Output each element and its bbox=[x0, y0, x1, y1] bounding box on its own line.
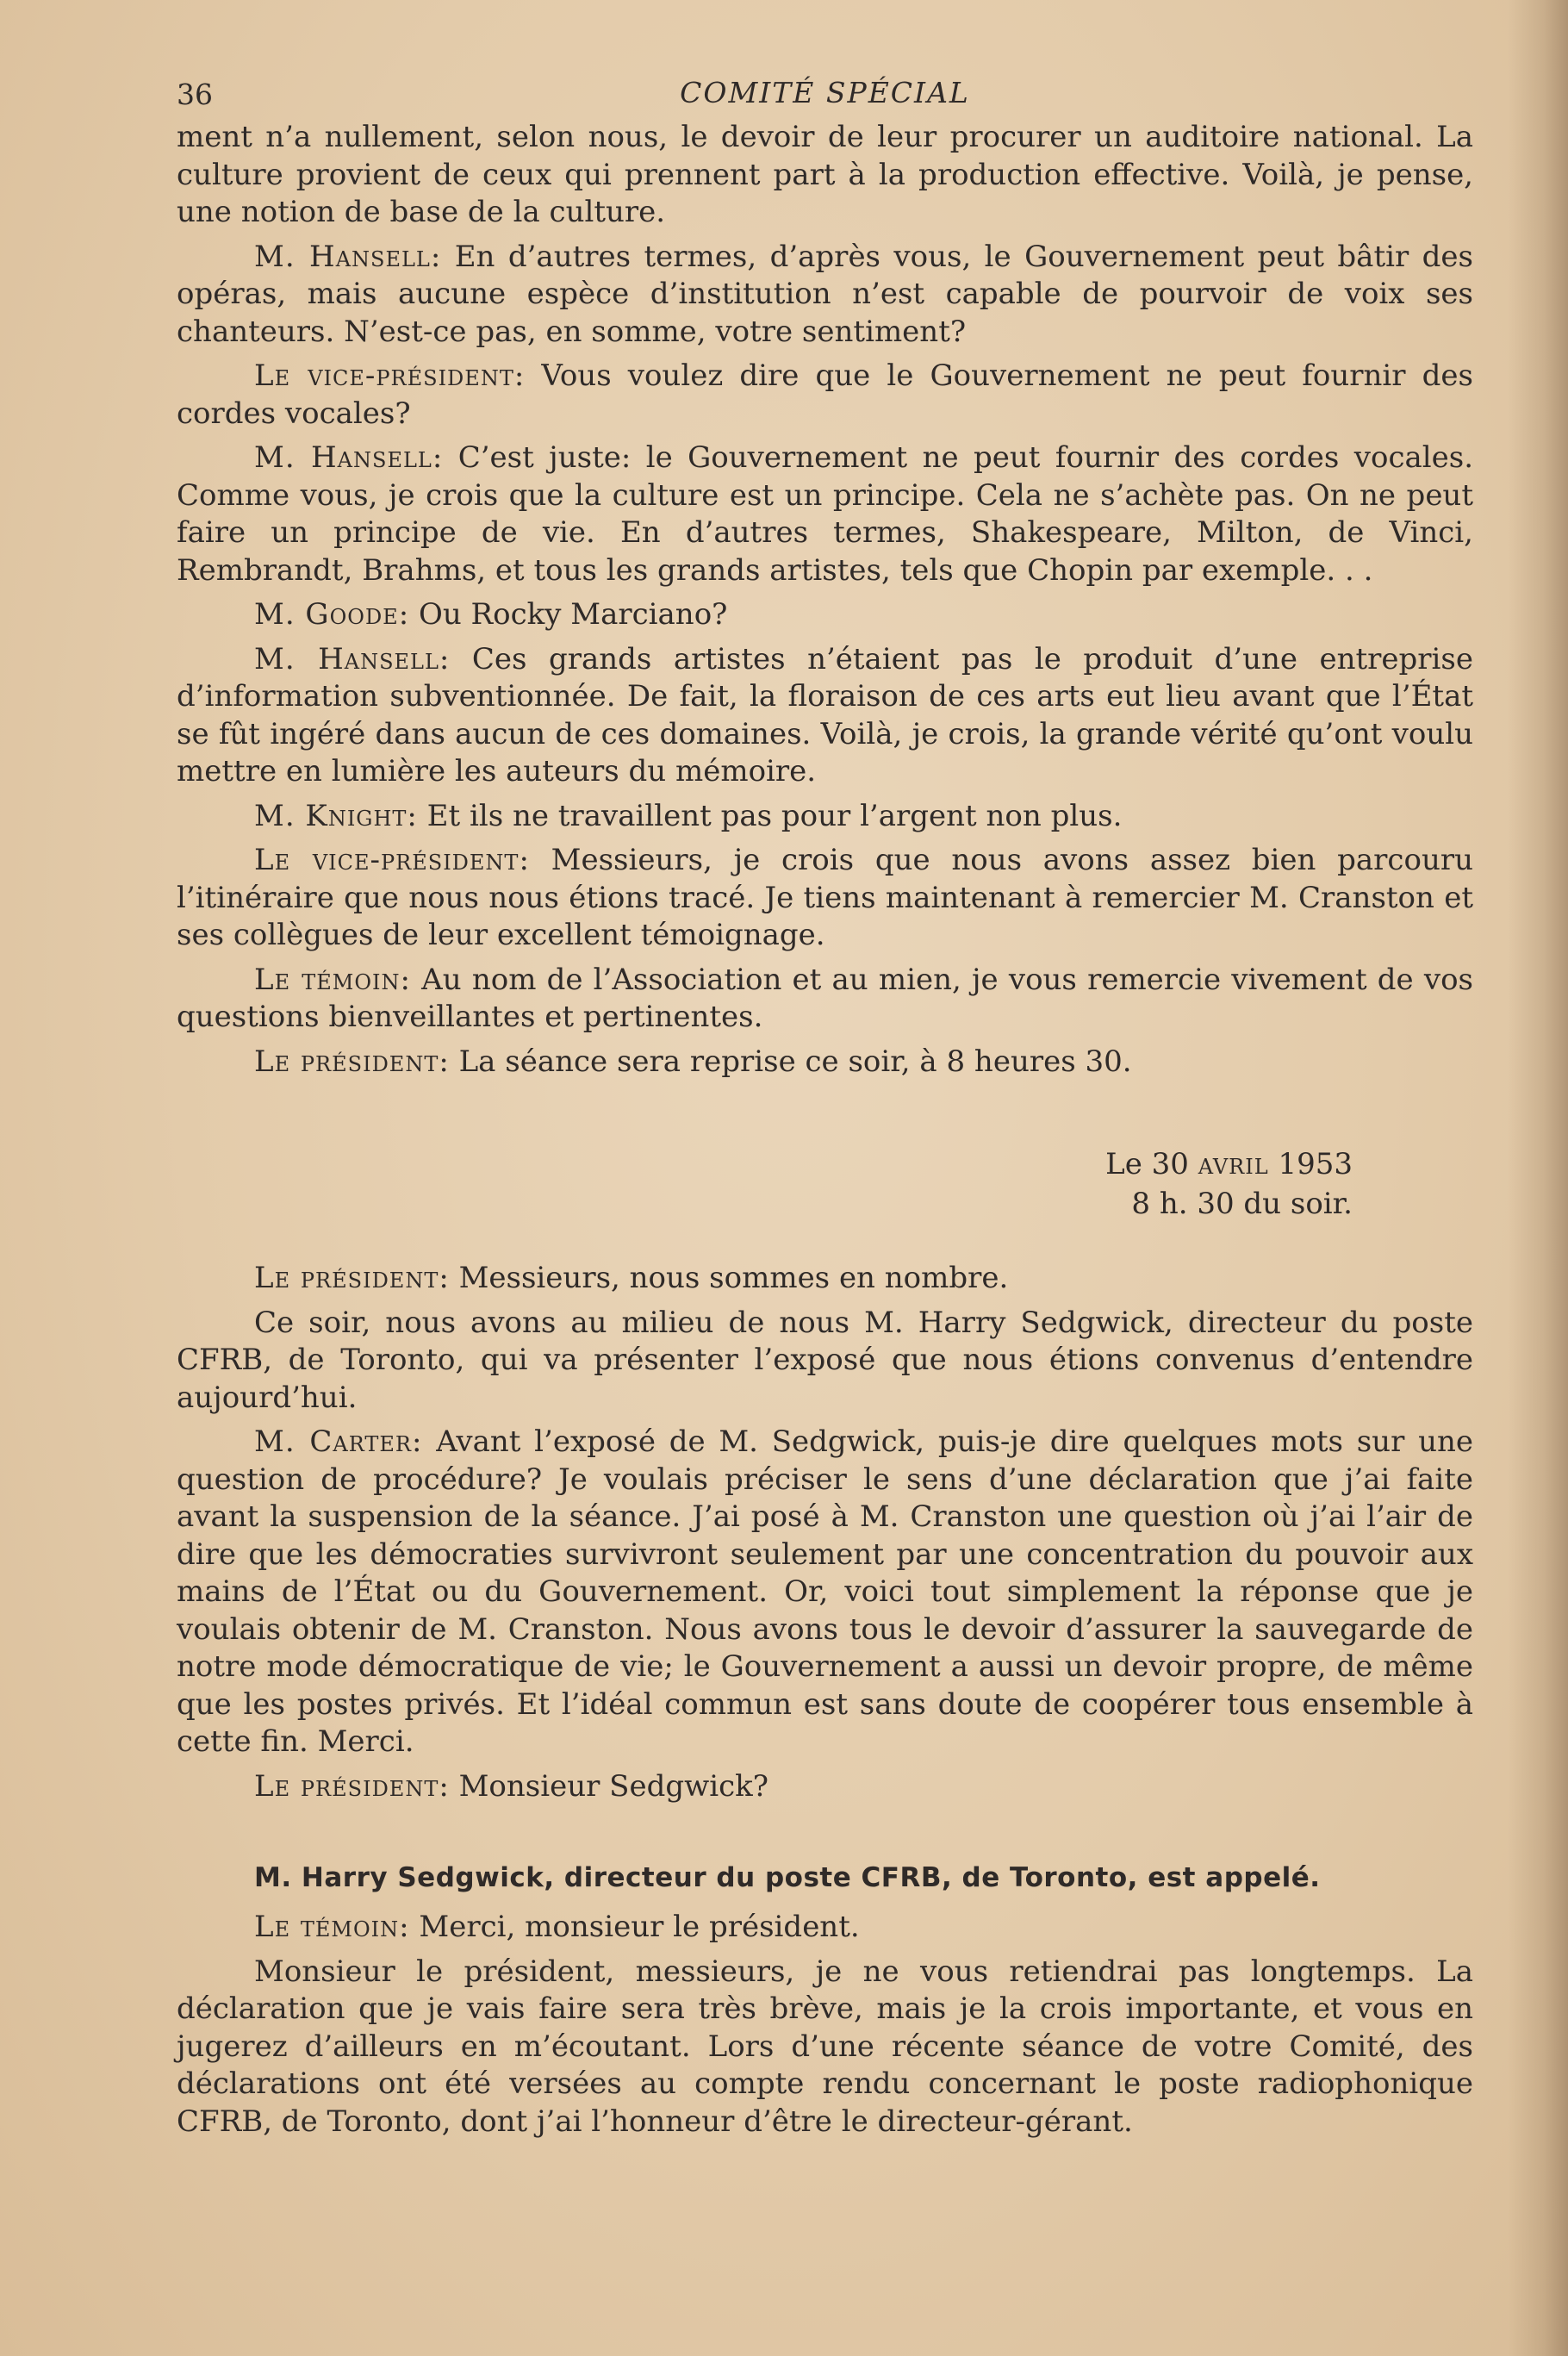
speaker-name: M. Carter: bbox=[254, 1424, 423, 1459]
paragraph-text: Et ils ne travaillent pas pour l’argent non plus. bbox=[417, 798, 1123, 833]
speaker-name: Le vice-président: bbox=[254, 358, 526, 393]
paragraph bbox=[177, 1424, 1473, 1761]
paragraph bbox=[177, 641, 1473, 791]
speaker-name: Le vice-président: bbox=[254, 843, 530, 877]
date-year: 1953 bbox=[1268, 1147, 1353, 1181]
paragraph bbox=[177, 1768, 1473, 1806]
speaker-name: Le président: bbox=[254, 1768, 450, 1804]
document-page bbox=[177, 67, 1473, 2147]
speaker-name: M. Hansell: bbox=[254, 440, 444, 475]
speaker-name: Le président: bbox=[254, 1261, 450, 1295]
paragraph-text: Merci, monsieur le président. bbox=[409, 1910, 860, 1944]
paragraph bbox=[177, 1954, 1473, 2141]
paragraph-text: Vous voulez dire que le Gouvernement ne peut fournir des cordes vocales? bbox=[177, 358, 1473, 431]
page-edge-shadow bbox=[1508, 0, 1568, 2356]
running-header bbox=[177, 67, 1473, 119]
running-title: COMITÉ SPÉCIAL bbox=[680, 76, 970, 109]
speaker-name: M. Hansell: bbox=[254, 239, 442, 274]
paragraph bbox=[177, 1305, 1473, 1418]
session-date-line bbox=[177, 1144, 1353, 1184]
paragraph-text: Ce soir, nous avons au milieu de nous M. Harry Sedgwick, directeur du poste CFRB, de Toronto, qui va présenter l’exposé que nous étions convenus d’entendre aujourd’hui. bbox=[177, 1305, 1473, 1415]
paragraph bbox=[177, 842, 1473, 955]
paragraph-text: Avant l’exposé de M. Sedgwick, puis-je dire quelques mots sur une question de procédure? Je voulais préciser le sens d’une déclaration que j’ai faite avant la suspension de la séance. J’ai posé à M. Cranston une question où j’ai l’air de dire que les démocraties survivront seulement par une concentration du pouvoir aux mains de l’État ou du Gouvernement. Or, voici tout simplement la réponse que je voulais obtenir de M. Cranston. Nous avons tous le devoir d’assurer la sauvegarde de notre mode démocratique de vie; le Gouvernement a aussi un devoir propre, de même que les postes privés. Et l’idéal commun est sans doute de coopérer tous ensemble à cette fin. Merci. bbox=[177, 1424, 1473, 1759]
witness-heading: M. Harry Sedgwick, directeur du poste CFRB, de Toronto, est appelé. bbox=[254, 1862, 1321, 1893]
paragraph-text: Monsieur le président, messieurs, je ne vous retiendrai pas longtemps. La déclaration que je vais faire sera très brève, mais je la crois importante, et vous en jugerez d’ailleurs en m’écoutant. Lors d’une récente séance de votre Comité, des déclarations ont été versées au compte rendu concernant le poste radiophonique CFRB, de Toronto, dont j’ai l’honneur d’être le directeur-gérant. bbox=[177, 1954, 1473, 2139]
paragraph-text: Ou Rocky Marciano? bbox=[409, 597, 728, 632]
paragraph bbox=[177, 798, 1473, 836]
speaker-name: M. Hansell: bbox=[254, 641, 451, 676]
speaker-name: Le président: bbox=[254, 1044, 450, 1079]
paragraph-text: En d’autres termes, d’après vous, le Gouvernement peut bâtir des opéras, mais aucune espèce d’institution n’est capable de pourvoir de voix ses chanteurs. N’est-ce pas, en somme, votre sentiment? bbox=[177, 239, 1473, 349]
paragraph-text: Messieurs, nous sommes en nombre. bbox=[449, 1261, 1009, 1295]
paragraph-text: C’est juste: le Gouvernement ne peut fournir des cordes vocales. Comme vous, je crois que la culture est un principe. Cela ne s’achète pas. On ne peut faire un principe de vie. En d’autres termes, Shakespeare, Milton, de Vinci, Rembrandt, Brahms, et tous les grands artistes, tels que Chopin par exemple. . . bbox=[177, 440, 1474, 588]
session-time-line: 8 h. 30 du soir. bbox=[1131, 1187, 1353, 1221]
paragraph bbox=[177, 1260, 1473, 1298]
paragraph-text: La séance sera reprise ce soir, à 8 heures 30. bbox=[449, 1044, 1132, 1079]
paragraph-text: Messieurs, je crois que nous avons assez bien parcouru l’itinéraire que nous nous étions tracé. Je tiens maintenant à remercier M. Cranston et ses collègues de leur excellent témoignage. bbox=[177, 843, 1473, 952]
speaker-name: M. Goode: bbox=[254, 597, 410, 632]
paragraph-text: ment n’a nullement, selon nous, le devoir de leur procurer un auditoire national. La culture provient de ceux qui prennent part à la production effective. Voilà, je pense, une notion de base de la culture. bbox=[177, 120, 1473, 229]
paragraph bbox=[177, 119, 1473, 232]
date-prefix: Le 30 bbox=[1105, 1147, 1198, 1181]
speaker-name: M. Knight: bbox=[254, 798, 418, 833]
speaker-name: Le témoin: bbox=[254, 1910, 410, 1944]
paragraph bbox=[177, 439, 1473, 589]
paragraph-text: Ces grands artistes n’étaient pas le produit d’une entreprise d’information subventionnée. De fait, la floraison de ces arts eut lieu avant que l’État se fût ingéré dans aucun de ces domaines. Voilà, je crois, la grande vérité qu’ont voulu mettre en lumière les auteurs du mémoire. bbox=[177, 641, 1473, 788]
paragraph-text: Monsieur Sedgwick? bbox=[449, 1768, 768, 1804]
paragraph bbox=[177, 596, 1473, 634]
paragraph bbox=[177, 239, 1473, 352]
session-date bbox=[177, 1144, 1473, 1224]
paragraph bbox=[177, 1909, 1473, 1947]
paragraph bbox=[177, 358, 1473, 433]
page-number: 36 bbox=[177, 78, 213, 111]
paragraph-text: Au nom de l’Association et au mien, je vous remercie vivement de vos questions bienveillantes et pertinentes. bbox=[177, 962, 1473, 1034]
speaker-name: Le témoin: bbox=[254, 962, 411, 997]
date-month: avril bbox=[1198, 1147, 1269, 1181]
paragraph bbox=[177, 962, 1473, 1037]
paragraph bbox=[177, 1044, 1473, 1081]
